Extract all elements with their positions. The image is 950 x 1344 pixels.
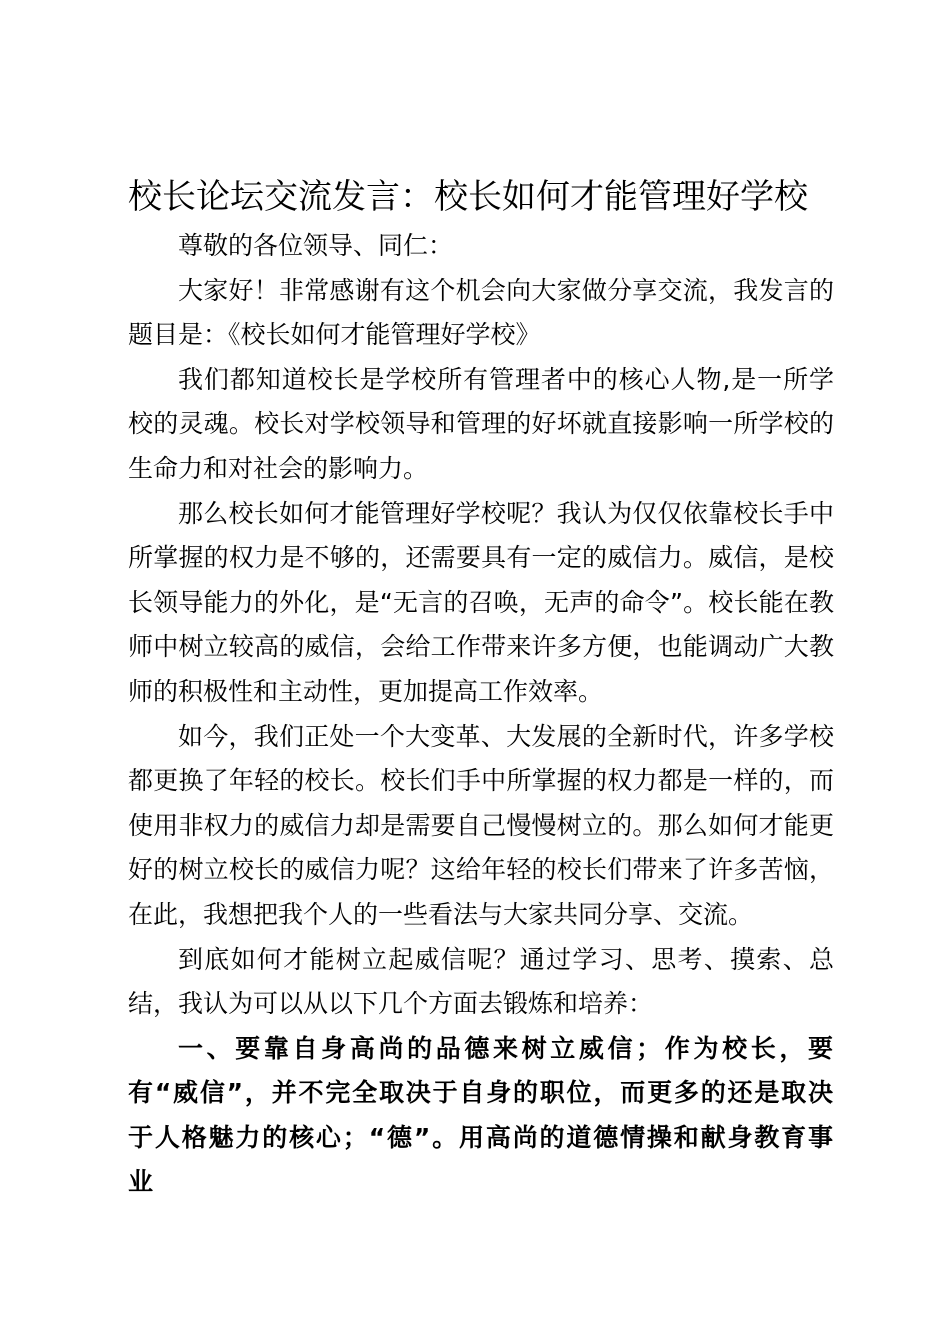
paragraph-salutation: 尊敬的各位领导、同仁： — [178, 231, 454, 260]
document-page — [128, 172, 834, 1205]
paragraph-new-era: 如今，我们正处一个大变革、大发展的全新时代，许多学校都更换了年轻的校长。校长们手中所掌握的权力都是一样的，而使用非权力的威信力却是需要自己慢慢树立的。那么如何才能更好的树立校长的威信力呢？这给年轻的校长们带来了许多苦恼，在此，我想把我个人的一些看法与大家共同分享、交流。 — [128, 721, 834, 929]
paragraph-section-one: 一、要靠自身高尚的品德来树立威信；作为校长，要有“威信”，并不完全取决于自身的职位，而更多的还是取决于人格魅力的核心；“德”。用高尚的道德情操和献身教育事业 — [128, 1033, 834, 1197]
paragraph-prestige: 那么校长如何才能管理好学校呢？我认为仅仅依靠校长手中所掌握的权力是不够的，还需要具有一定的威信力。威信，是校长领导能力的外化，是“无言的召唤，无声的命令”。校长能在教师中树立较高的威信，会给工作带来许多方便，也能调动广大教师的积极性和主动性，更加提高工作效率。 — [128, 498, 834, 706]
document-title: 校长论坛交流发言：校长如何才能管理好学校 — [128, 177, 808, 217]
paragraph-greeting: 大家好！非常感谢有这个机会向大家做分享交流，我发言的题目是：《校长如何才能管理好学校》 — [128, 275, 834, 350]
paragraph-principal-role: 我们都知道校长是学校所有管理者中的核心人物,是一所学校的灵魂。校长对学校领导和管理的好坏就直接影响一所学校的生命力和对社会的影响力。 — [128, 364, 834, 483]
paragraph-how-to: 到底如何才能树立起威信呢？通过学习、思考、摸索、总结，我认为可以从以下几个方面去锻炼和培养： — [128, 944, 834, 1019]
